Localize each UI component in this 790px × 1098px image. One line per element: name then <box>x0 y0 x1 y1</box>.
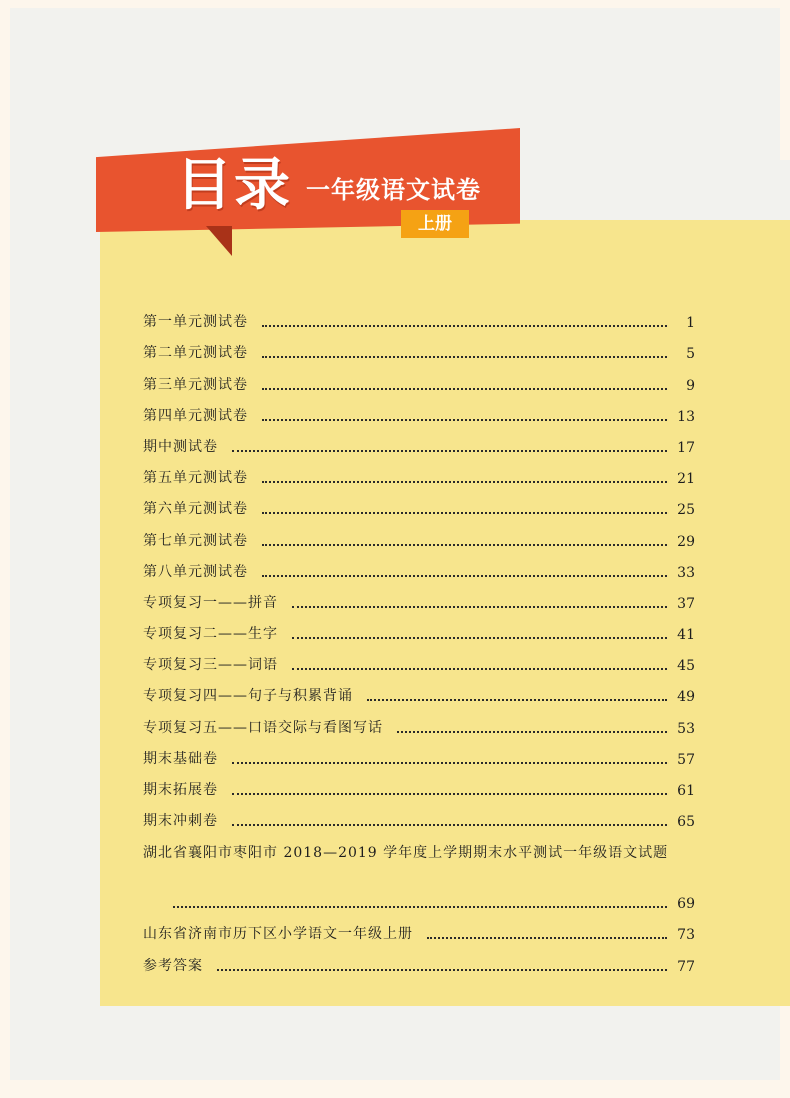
toc-item-page: 49 <box>677 689 695 706</box>
toc-item-page: 9 <box>686 377 695 394</box>
toc-item-page: 57 <box>677 751 695 768</box>
toc-item[interactable] <box>143 556 695 587</box>
volume-tag: 上册 <box>401 210 469 238</box>
toc-leader <box>232 450 667 452</box>
toc-leader <box>262 325 667 327</box>
toc-item-page: 41 <box>677 627 695 644</box>
toc-item[interactable] <box>143 493 695 524</box>
banner-fold <box>206 226 232 256</box>
toc-leader <box>217 969 667 971</box>
toc-item-label: 期中测试卷 <box>143 438 218 455</box>
toc-item-page: 37 <box>677 595 695 612</box>
toc-item-page: 61 <box>677 783 695 799</box>
toc-item-long[interactable] <box>143 836 695 878</box>
toc-item-label: 期末冲刺卷 <box>143 813 218 830</box>
toc-item[interactable] <box>143 918 695 949</box>
toc-leader <box>427 937 667 939</box>
toc-item[interactable] <box>143 524 695 555</box>
toc-item-label: 专项复习五——口语交际与看图写话 <box>143 719 383 736</box>
toc-item[interactable] <box>143 949 695 980</box>
toc-leader <box>292 668 667 670</box>
toc-leader <box>232 793 667 795</box>
toc-item-label: 参考答案 <box>143 957 203 974</box>
toc-item[interactable] <box>143 774 695 805</box>
toc-item-page: 1 <box>686 315 695 332</box>
toc-item-page: 5 <box>686 346 695 363</box>
toc-item[interactable] <box>143 368 695 399</box>
toc-leader <box>262 575 667 577</box>
toc-item-page: 25 <box>677 502 695 519</box>
page-subtitle: 一年级语文试卷 <box>306 176 481 204</box>
toc-item[interactable] <box>143 400 695 431</box>
toc-item[interactable] <box>143 462 695 493</box>
toc-item-label: 专项复习三——词语 <box>143 657 278 674</box>
toc-leader <box>262 356 667 358</box>
table-of-contents <box>143 306 695 981</box>
toc-leader <box>262 512 667 514</box>
toc-item-page: 73 <box>677 927 695 944</box>
toc-item-page: 69 <box>677 896 695 913</box>
toc-item-page: 53 <box>677 720 695 737</box>
toc-item-label: 期末拓展卷 <box>143 782 218 798</box>
toc-item-label: 第二单元测试卷 <box>143 345 248 362</box>
toc-item-label: 第四单元测试卷 <box>143 407 248 424</box>
toc-leader <box>262 544 667 546</box>
toc-item-label: 第八单元测试卷 <box>143 563 248 580</box>
toc-leader <box>173 906 667 908</box>
panel-notch <box>480 160 790 220</box>
toc-item-label: 第六单元测试卷 <box>143 501 248 518</box>
toc-leader <box>262 388 667 390</box>
toc-item-label: 专项复习四——句子与积累背诵 <box>143 688 353 705</box>
toc-item[interactable] <box>143 337 695 368</box>
toc-item-label: 期末基础卷 <box>143 750 218 767</box>
toc-item-label: 第三单元测试卷 <box>143 376 248 393</box>
toc-leader <box>232 824 667 826</box>
toc-leader <box>292 637 667 639</box>
toc-item[interactable] <box>143 711 695 742</box>
toc-item-label: 第七单元测试卷 <box>143 532 248 549</box>
toc-item-page: 13 <box>677 408 695 425</box>
toc-item-label: 第五单元测试卷 <box>143 470 248 487</box>
toc-item[interactable] <box>143 649 695 680</box>
page-title: 目录 <box>176 153 292 218</box>
toc-item-label: 专项复习二——生字 <box>143 626 278 643</box>
toc-item-page: 45 <box>677 658 695 675</box>
toc-item-page: 21 <box>677 471 695 488</box>
toc-item[interactable] <box>143 306 695 337</box>
toc-item-page: 29 <box>677 533 695 550</box>
toc-leader <box>397 731 667 733</box>
toc-leader <box>367 699 667 701</box>
toc-item-label: 山东省济南市历下区小学语文一年级上册 <box>143 926 413 943</box>
toc-item-label: 第一单元测试卷 <box>143 314 248 331</box>
toc-item-page: 33 <box>677 564 695 581</box>
toc-leader <box>232 762 667 764</box>
toc-item-page: 77 <box>677 958 695 975</box>
toc-leader <box>262 419 667 421</box>
toc-item-label: 湖北省襄阳市枣阳市 2018—2019 学年度上学期期末水平测试一年级语文试题 <box>143 845 669 862</box>
toc-item[interactable] <box>143 680 695 711</box>
toc-item[interactable] <box>143 805 695 836</box>
toc-item-page: 65 <box>677 814 695 831</box>
toc-leader <box>292 606 667 608</box>
toc-item-label: 专项复习一——拼音 <box>143 594 278 611</box>
toc-item[interactable] <box>143 618 695 649</box>
toc-item[interactable] <box>143 743 695 774</box>
toc-leader <box>262 481 667 483</box>
toc-item[interactable] <box>143 587 695 618</box>
toc-item[interactable] <box>143 431 695 462</box>
toc-item-long-continuation[interactable] <box>143 878 695 918</box>
toc-item-page: 17 <box>677 439 695 456</box>
